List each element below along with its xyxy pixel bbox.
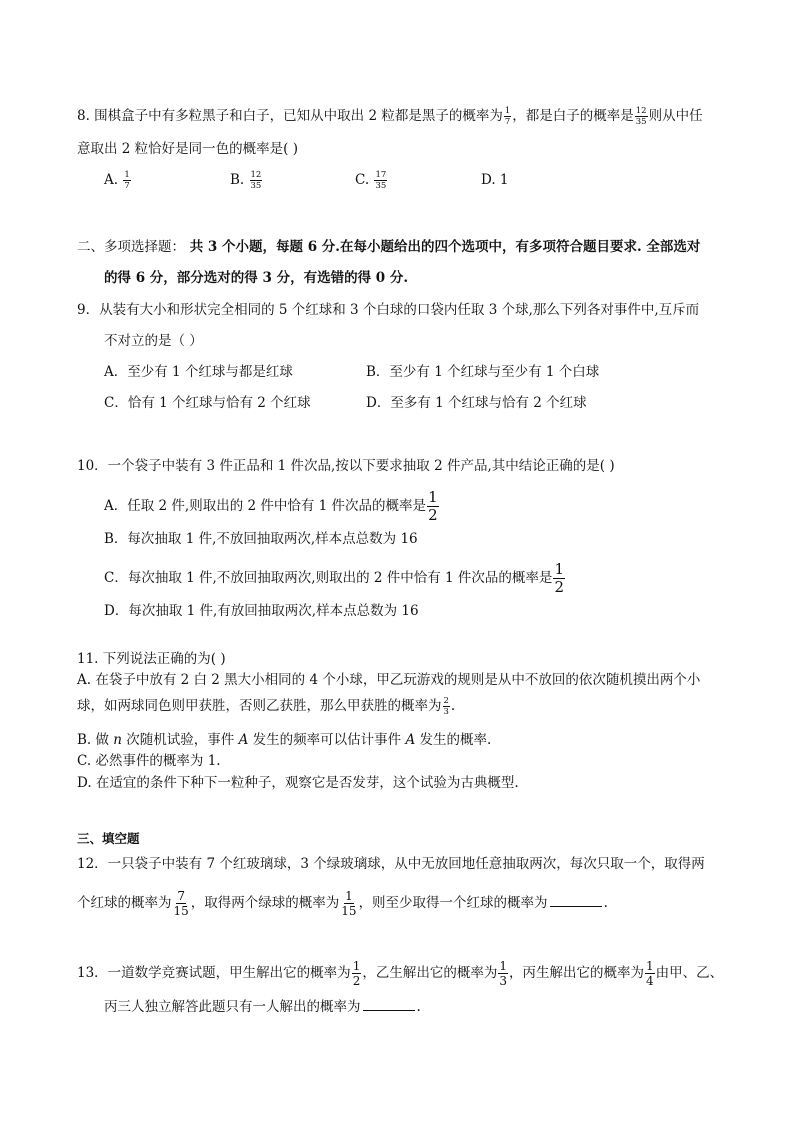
q8-line1 xyxy=(77,106,703,127)
q9-option-a: A．至少有 1 个红球与都是红球 xyxy=(104,364,293,380)
section2-text-b: 四个选项中 xyxy=(434,239,502,255)
q13-answer-blank[interactable] xyxy=(363,996,415,1011)
q12-fraction-red: $\frac{7}{15}$ xyxy=(173,889,189,918)
variable-n: n xyxy=(113,732,122,748)
q13-line1: 13．一道数学竞赛试题，甲生解出它的概率为 $\frac{1}{2}$ ，乙生解出它的概率为 $\frac{1}{3}$ ，丙生解出它的概率为 $\frac{1}{4}$ 由甲、乙、 xyxy=(77,959,724,988)
q11-option-a-line2: 球，如两球同色则甲获胜，否则乙获胜，那么甲获胜的概率为 $\frac{2}{3}$ . xyxy=(77,695,456,717)
q8-option-c: C. $\frac{17}{35}$ xyxy=(355,169,387,191)
q10-line1: 10．一个袋子中装有 3 件正品和 1 件次品,按以下要求抽取 2 件产品,其中结论正确的是( ) xyxy=(77,458,615,474)
q8-option-d: D. 1 xyxy=(481,172,509,188)
section3-header: 三、填空题 xyxy=(77,831,140,846)
variable-a: A xyxy=(238,732,249,748)
q12-line2: 个红球的概率为 $\frac{7}{15}$ ，取得两个绿球的概率为 $\frac{1}{15}$ ，则至少取得一个红球的概率为 . xyxy=(77,889,608,918)
q12-fraction-green: $\frac{1}{15}$ xyxy=(341,889,357,918)
q13-fraction-bing: $\frac{1}{4}$ xyxy=(645,959,654,988)
q11-option-d: D. 在适宜的条件下种下一粒种子，观察它是否发芽，这个试验为古典概型. xyxy=(77,775,519,791)
q13-fraction-jia: $\frac{1}{2}$ xyxy=(352,959,361,988)
q8-option-c-fraction: $\frac{17}{35}$ xyxy=(375,169,387,191)
q9-option-d: D．至多有 1 个红球与恰有 2 个红球 xyxy=(366,395,587,411)
q11-option-c: C. 必然事件的概率为 1. xyxy=(77,753,221,769)
q9-option-c: C．恰有 1 个红球与恰有 2 个红球 xyxy=(104,395,311,411)
q9-line2: 不对立的是（ ） xyxy=(104,333,203,349)
q8-option-b-fraction: $\frac{12}{35}$ xyxy=(250,169,262,191)
q12-answer-blank[interactable] xyxy=(550,892,602,907)
q8-text-2: ，都是白子的概率是 xyxy=(512,108,634,124)
q13-fraction-yi: $\frac{1}{3}$ xyxy=(499,959,507,988)
q8-option-a: A. $\frac{1}{7}$ xyxy=(104,169,130,191)
section2-line2: 的得 6 分，部分选对的得 3 分，有选错的得 0 分. xyxy=(104,270,409,286)
section2-text-a: 共 3 个小题，每题 6 分.在每小题给出的 xyxy=(185,239,435,255)
q8-fraction-black: $\frac{1}{7}$ xyxy=(504,105,511,127)
q8-text-3: 则从中任 xyxy=(648,108,703,124)
q10-option-a: A．任取 2 件,则取出的 2 件中恰有 1 件次品的概率是 $\frac{1}{2}$ xyxy=(104,488,438,524)
section2-text-c: ，有多项符合题目要求. 全部选对 xyxy=(502,239,701,255)
variable-a-2: A xyxy=(405,732,416,748)
q10-option-d: D．每次抽取 1 件,有放回抽取两次,样本点总数为 16 xyxy=(104,603,419,619)
q11-option-a-line1: A. 在袋子中放有 2 白 2 黑大小相同的 4 个小球，甲乙玩游戏的规则是从中不放回的依次随机摸出两个小 xyxy=(77,672,701,688)
q8-option-b: B. $\frac{12}{35}$ xyxy=(230,169,262,191)
q12-line1: 12．一只袋子中装有 7 个红玻璃球，3 个绿玻璃球，从中无放回地任意抽取两次，每次只取一个，取得两 xyxy=(77,856,705,872)
section2-header xyxy=(77,237,700,257)
q10-option-b: B．每次抽取 1 件,不放回抽取两次,样本点总数为 16 xyxy=(104,531,418,547)
q8-text-1: 8. 围棋盒子中有多粒黑子和白子，已知从中取出 2 粒都是黑子的概率为 xyxy=(77,108,503,124)
q10-option-a-fraction: $\frac{1}{2}$ xyxy=(428,488,438,524)
q10-option-c-fraction: $\frac{1}{2}$ xyxy=(554,560,564,596)
q11-option-a-fraction: $\frac{2}{3}$ xyxy=(443,695,449,717)
q9-option-b: B．至少有 1 个红球与至少有 1 个白球 xyxy=(366,364,600,380)
q8-line2: 意取出 2 粒恰好是同一色的概率是( ) xyxy=(77,141,298,157)
q8-option-a-fraction: $\frac{1}{7}$ xyxy=(124,169,130,191)
section2-label: 二、多项选择题： xyxy=(77,239,185,255)
q13-line2: 丙三人独立解答此题只有一人解出的概率为 . xyxy=(104,996,421,1017)
q10-option-c: C．每次抽取 1 件,不放回抽取两次,则取出的 2 件中恰有 1 件次品的概率是 $\frac{1}{2}$ xyxy=(104,560,564,596)
q9-line1: 9．从装有大小和形状完全相同的 5 个红球和 3 个白球的口袋内任取 3 个球,那么下列各对事件中,互斥而 xyxy=(77,302,700,318)
q11-option-b: B. 做 n 次随机试验，事件 A 发生的频率可以估计事件 A 发生的概率. xyxy=(77,732,492,748)
q11-line1: 11. 下列说法正确的为( ) xyxy=(77,651,226,667)
q8-fraction-white: $\frac{12}{35}$ xyxy=(635,105,647,127)
